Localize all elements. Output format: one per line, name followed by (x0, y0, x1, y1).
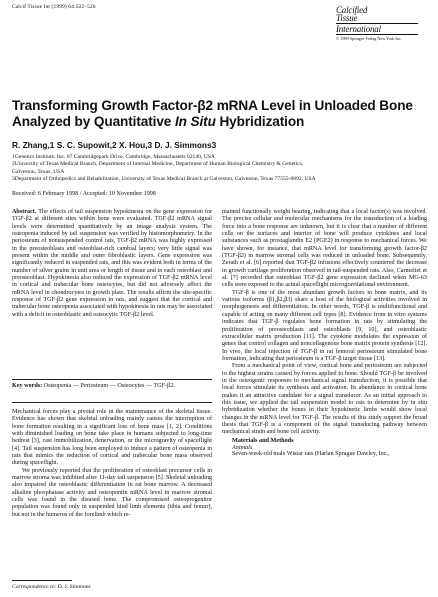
affiliation-1: 1Genetics Institute, Inc. 87 Cambridgepark Drive, Cambridge, Massachusetts 02140, USA (12, 154, 215, 160)
journal-logo (336, 6, 418, 41)
keywords-rule-top (12, 379, 212, 380)
logo-line-1: Calcified (336, 5, 368, 15)
author-list: R. Zhang,1 S. C. Supowit,2 X. Hou,3 D. J. Simmons3 (12, 140, 217, 150)
received-dates: Received: 6 February 1998 / Accepted: 10 November 1998 (12, 191, 156, 197)
right-paragraph-2: TGF-β is one of the most abundant growth factors in bone matrix, and its various isoforms (β1,β2,β3) share a host of the biological activities involved in morphogenesis and differentiation. In other words, TGF-β is multifunctional and capable of acting on many different cell types [8]. Evidence from in vitro systems indicates that TGF-β regulates bone formation in rats by stimulating the proliferation of preosteoblasts and osteoblasts [9, 10], and osteoblastic extracellular matrix production [11]. The cytokine modulates the expression of genes that control collagen and noncollagenous bone matrix protein synthesis [12]. In vivo, the local injection of TGF-β in rat femoral periosteum stimulated bone formation, indicating that periosteum is a TGF-β target tissue [13]. (222, 289, 427, 362)
right-paragraph-3: From a mechanical point of view, cortical bone and periosteum are subjected to the highest strains caused by forces applied to bone. Should TGF-β be involved in the osteogenic responses to mechanical signal transduction, it is possible that local forces stimulate its synthesis and activation. Its abundance in cortical bone makes it an attractive candidate for a signal transducer. As an initial approach to this issue, we applied the tail suspension model to rats to determine by in situ hybridization whether the bones in their hypokinetic limbs would show local changes in the mRNA level for TGF-β. The results of this study support the broad thesis that TGF-β is a component of the signal transducing pathway between mechanical strain and bone cell activity. (222, 363, 427, 436)
keywords-label: Key words: (12, 383, 43, 389)
methods-heading: Materials and Methods (232, 436, 294, 444)
logo-line-3: International (336, 24, 381, 34)
abstract-text: The effects of tail suspension hypokinesia on the gene expression for TGF-β2 at different sites within bone were evaluated. TGF-β2 mRNA signal levels were determined quantitatively by an image analysis system. The osteopenia induced by tail suspension was verified by histomorphometry. In the periosteum of nonsuspended control rats, TGF-β2 mRNA was highly expressed in the preosteoblasts and osteoblast-rich cambial layers; very little signal was present within the middle and outer fibroblastic layers. Gene expression was significantly reduced in suspended rats, and this was evident both in terms of the number of silver grains in unit area or length of tissue and in each osteoblast and preosteoblast. Hypokinesia also reduced the expression of TGF-β2 mRNA level in cortical and trabecular bone osteocytes, but did not adversely affect the mRNA level in chondrocytes in growth plate. The results affirm the site-specific response of TGF-β2 gene expression in rats, and suggest that the cortical and trabecular bone osteopenia associated with hypokinesia in rats may be associated with a deficit in osteoblastic and osteocytic TGF-β2 level. (12, 209, 212, 318)
logo-rule-bottom (336, 34, 418, 35)
title-line-2-pre: Analyzed by Quantitative (12, 114, 175, 129)
footnote-rule (12, 580, 72, 581)
abstract-paragraph (12, 209, 212, 319)
keywords (12, 383, 212, 390)
methods-text: Seven-week-old male Wistar rats (Harlan Sprague Dawley, Inc., (232, 451, 390, 458)
affiliation-2: 2University of Texas Medical Branch, Department of Internal Medicine, Department of Human Biological Chemistry & Genetics, (12, 161, 304, 168)
logo-line-2: Tissue (336, 13, 358, 23)
abstract (12, 209, 212, 319)
footnote-name: D. J. Simmons (56, 584, 91, 590)
correspondence-footnote (12, 584, 91, 590)
title-line-2-italic: In Situ (174, 114, 216, 129)
intro-paragraph-2: We previously reported that the proliferation of osteoblast precursor cells in marrow stroma was inhibited after 11-day tail suspension [5]. Skeletal unloading also impaired the osteoblastic differentiation in rat bone marrow. A decreased alkaline phosphatase activity and osteopontin mRNA level in marrow stromal cells was found in the disused bone. The compromised osteoprogenitor population was found only in suspended hind limb elements (tibia and femur), but not in the humerus of the forelimb which re- (12, 467, 212, 518)
affiliation-2-cont: Galveston, Texas, USA (12, 168, 65, 175)
introduction (12, 409, 212, 519)
title-line-2 (12, 114, 422, 130)
title-line-2-post: Hybridization (215, 114, 305, 129)
copyright-notice: © 1999 Springer-Verlag New York Inc. (336, 36, 402, 41)
animals-subheading: Animals (232, 444, 253, 451)
keywords-rule-bottom (12, 402, 212, 403)
right-column (222, 209, 427, 459)
keywords-text: Osteopenia — Periosteum — Osteocytes — TGF-β2. (42, 383, 175, 389)
title-line-1: Transforming Growth Factor-β2 mRNA Level in Unloaded Bone (12, 98, 413, 113)
journal-reference: Calcif Tissue Int (1999) 64:522–526 (12, 4, 96, 10)
right-paragraph-1: mained functionally weight bearing, indicating that a local factor(s) was involved. The precise cellular and molecular mechanisms for the transduction of a loading force into a bone response are unknown, but it is clear that a number of different cells on the surfaces and interior of bone will produce cytokines and local substances such as prostaglandin E2 (PGE2) in response to mechanical forces. We have shown, for instance, that mRNA level for transforming growth factor-β2 (TGF-β2) in marrow stromal cells was reduced in unloaded bone. Subsequently, Zerath et al. [6] reported that TGF-β2 infusions effectively countered the decrease in growth cartilage proliferation observed in tail-suspended rats. Also, Carmeliet et al. [7] recorded that osteoblast TGF-β2 gene expression declined when MG-63 cells were exposed to the actual spaceflight microgravitational environment. (222, 209, 427, 289)
affiliation-3: 3Department of Orthopedics and Rehabilitation, University of Texas Medical Branch at Galveston, Galveston, Texas 77555-0892, USA (12, 175, 316, 182)
abstract-label: Abstract. (12, 209, 37, 215)
affiliations (12, 154, 427, 183)
intro-paragraph-1: Mechanical forces play a pivotal role in the maintenance of the skeletal tissue. Evidence has shown that skeletal unloading mainly causes the interruption of bone formation resulting in a significant loss of bone mass [1, 2]. Conditions with diminished loading on bone take place in humans subjected to long-time bedrest [3], cast immobilization, denervation, or the microgravity of spaceflight [4]. Tail suspension has long been employed to induce a pattern of osteopenia in rats that mimics the reduction of cortical and trabecular bone mass observed during spaceflight. (12, 409, 212, 467)
article-title (12, 98, 422, 130)
footnote-label: Correspondence to: (12, 584, 57, 590)
